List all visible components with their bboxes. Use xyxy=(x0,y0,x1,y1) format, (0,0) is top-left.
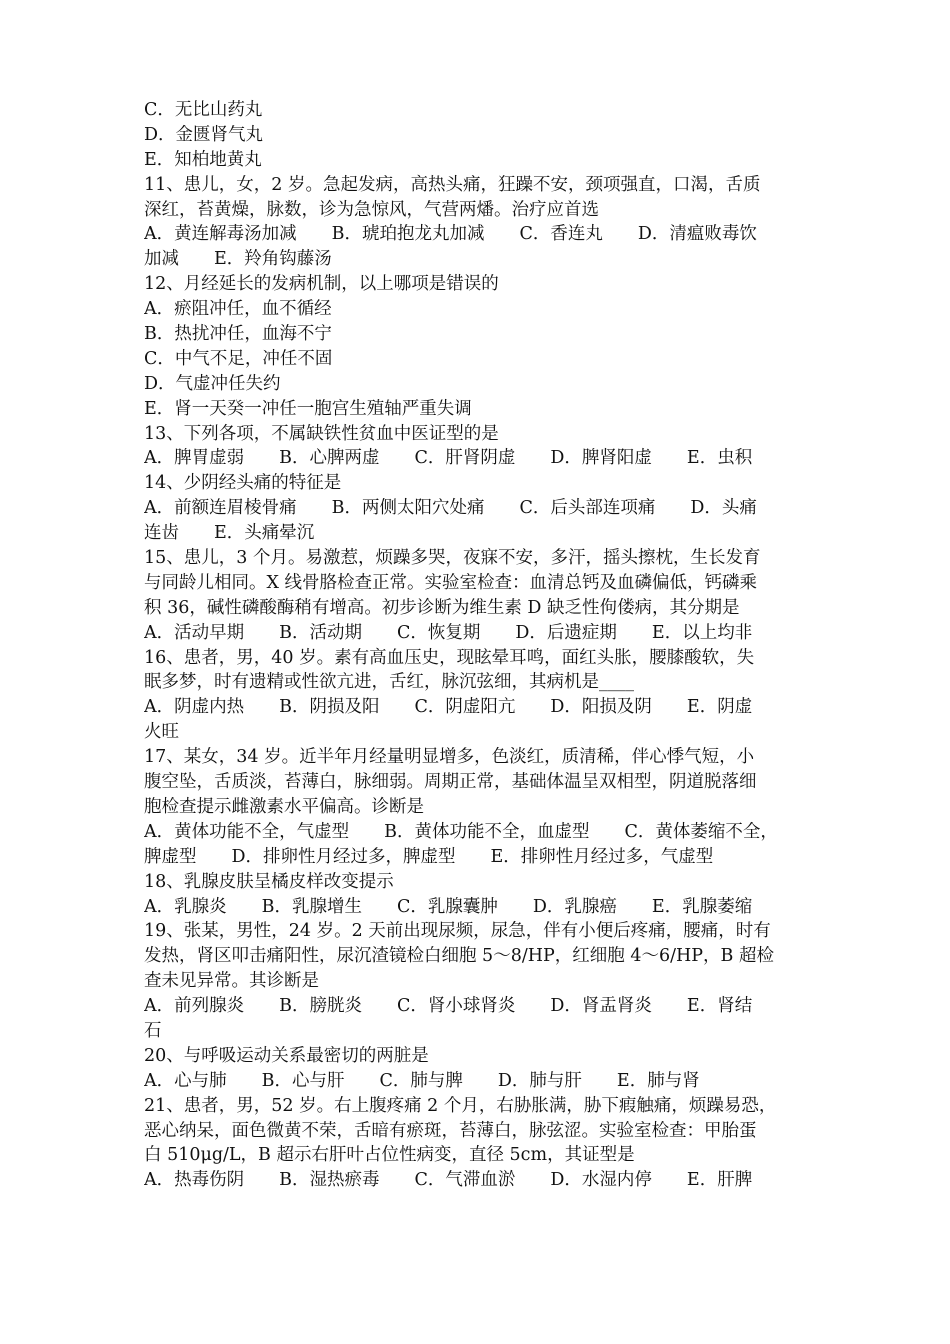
text-line: 恶心纳呆，面色微黄不荣，舌暗有瘀斑，苔薄白，脉弦涩。实验室检查：甲胎蛋 xyxy=(144,1120,757,1141)
text-line: 与同龄儿相同。X 线骨胳检查正常。实验室检查：血清总钙及血磷偏低，钙磷乘 xyxy=(144,572,758,593)
text-line: A．前额连眉棱骨痛 B．两侧太阳穴处痛 C．后头部连项痛 D．头痛 xyxy=(144,498,757,519)
text-line: 查未见异常。其诊断是 xyxy=(144,971,319,992)
text-line: A．乳腺炎 B．乳腺增生 C．乳腺囊肿 D．乳腺癌 E．乳腺萎缩 xyxy=(144,896,753,917)
text-line: B．热扰冲任，血海不宁 xyxy=(144,324,332,345)
document-page xyxy=(144,98,814,1193)
text-line: 15、患儿，3 个月。易激惹，烦躁多哭，夜寐不安，多汗，摇头擦枕，生长发育 xyxy=(144,548,761,569)
text-line: 19、张某，男性，24 岁。2 天前出现尿频，尿急，伴有小便后疼痛，腰痛，时有 xyxy=(144,921,771,942)
text-line: A．热毒伤阴 B．湿热瘀毒 C．气滞血淤 D．水湿内停 E．肝脾 xyxy=(144,1170,753,1191)
text-line: A．黄体功能不全，气虚型 B．黄体功能不全，血虚型 C．黄体萎缩不全， xyxy=(144,821,778,842)
text-line: 12、月经延长的发病机制，以上哪项是错误的 xyxy=(144,274,499,295)
text-line: C．无比山药丸 xyxy=(144,100,263,120)
text-line: 白 510μg/L，B 超示右肝叶占位性病变，直径 5cm，其证型是 xyxy=(144,1145,635,1166)
text-line: 深红，苔黄燥，脉数，诊为急惊风，气营两燔。治疗应首选 xyxy=(144,199,599,220)
text-line: 胞检查提示雌激素水平偏高。诊断是 xyxy=(144,796,424,817)
text-line: A．瘀阻冲任，血不循经 xyxy=(144,299,332,320)
text-line: 18、乳腺皮肤呈橘皮样改变提示 xyxy=(144,871,394,892)
text-line: 14、少阴经头痛的特征是 xyxy=(144,473,342,494)
text-line: E．知柏地黄丸 xyxy=(144,149,262,170)
text-line: D．气虚冲任失约 xyxy=(144,373,281,394)
text-line: 积 36，碱性磷酸酶稍有增高。初步诊断为维生素 D 缺乏性佝偻病，其分期是 xyxy=(144,597,740,618)
text-line: 加减 E．羚角钩藤汤 xyxy=(144,249,332,270)
text-line: D．金匮肾气丸 xyxy=(144,124,264,145)
text-line: A．心与肺 B．心与肝 C．肺与脾 D．肺与肝 E．肺与肾 xyxy=(144,1070,700,1091)
text-line: 连齿 E．头痛晕沉 xyxy=(144,523,315,544)
text-line: E．肾一天癸一冲任一胞宫生殖轴严重失调 xyxy=(144,398,472,419)
text-line: A．阴虚内热 B．阴损及阳 C．阴虚阳亢 D．阳损及阴 E．阴虚 xyxy=(144,697,753,718)
text-line: 腹空坠，舌质淡，苔薄白，脉细弱。周期正常，基础体温呈双相型，阴道脱落细 xyxy=(144,772,757,793)
text-line: 眠多梦，时有遗精或性欲亢进，舌红，脉沉弦细，其病机是____ xyxy=(144,672,634,693)
text-line: 13、下列各项，不属缺铁性贫血中医证型的是 xyxy=(144,423,499,444)
text-line: A．脾胃虚弱 B．心脾两虚 C．肝肾阴虚 D．脾肾阳虚 E．虫积 xyxy=(144,448,753,469)
text-line: 发热，肾区叩击痛阳性，尿沉渣镜检白细胞 5～8/HP，红细胞 4～6/HP，B 超检 xyxy=(144,946,774,967)
text-line: 21、患者，男，52 岁。右上腹疼痛 2 个月，右胁胀满，胁下瘕触痛，烦躁易恐， xyxy=(144,1095,777,1116)
text-line: C．中气不足，冲任不固 xyxy=(144,348,333,369)
text-line: A．活动早期 B．活动期 C．恢复期 D．后遗症期 E．以上均非 xyxy=(144,622,753,643)
text-line: 石 xyxy=(144,1020,162,1041)
text-line: 17、某女，34 岁。近半年月经量明显增多，色淡红，质清稀，伴心悸气短，小 xyxy=(144,747,755,768)
text-line: 火旺 xyxy=(144,722,179,743)
text-line: A．黄连解毒汤加减 B．琥珀抱龙丸加减 C．香连丸 D．清瘟败毒饮 xyxy=(144,224,757,245)
text-line: 20、与呼吸运动关系最密切的两脏是 xyxy=(144,1045,429,1066)
text-line: 16、患者，男，40 岁。素有高血压史，现眩晕耳鸣，面红头胀，腰膝酸软，失 xyxy=(144,647,755,668)
text-line: 11、患儿，女，2 岁。急起发病，高热头痛，狂躁不安，颈项强直，口渴，舌质 xyxy=(144,174,761,195)
text-line: A．前列腺炎 B．膀胱炎 C．肾小球肾炎 D．肾盂肾炎 E．肾结 xyxy=(144,996,753,1017)
text-line: 脾虚型 D．排卵性月经过多，脾虚型 E．排卵性月经过多，气虚型 xyxy=(144,846,714,867)
